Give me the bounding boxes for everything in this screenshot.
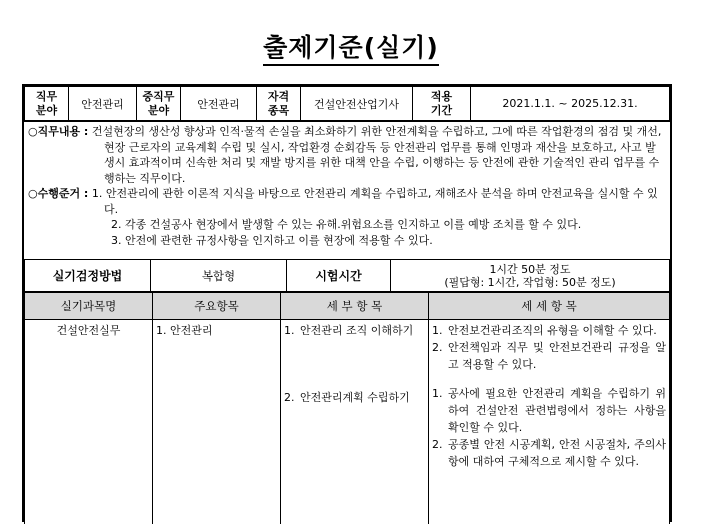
detail-items	[281, 320, 429, 524]
method-value: 복합형	[151, 260, 287, 292]
field-label: 직무 분야	[25, 87, 69, 121]
sub-detail-item: 1. 안전보건관리조직의 유형을 이해할 수 있다.	[432, 322, 666, 339]
sub-detail-items	[429, 320, 670, 524]
subfield-value: 안전관리	[181, 87, 257, 121]
page-title: 출제기준(실기)	[0, 28, 702, 64]
detail-item: 2. 안전관리계획 수립하기	[284, 389, 425, 406]
sub-detail-item: 1. 공사에 필요한 안전관리 계획을 수립하기 위하여 건설안전 관련법령에서 정하는 사항을 확인할 수 있다.	[432, 385, 666, 436]
standard-sheet	[22, 84, 672, 522]
header-main-item: 주요항목	[153, 293, 281, 320]
sub-detail-item: 2. 공종별 안전 시공계획, 안전 시공절차, 주의사항에 대하여 구체적으로 제시할 수 있다.	[432, 436, 666, 470]
cert-value: 건설안전산업기사	[301, 87, 413, 121]
duty-label: ○직무내용 :	[28, 125, 88, 138]
performance-item: 2. 각종 건설공사 현장에서 발생할 수 있는 유해.위험요소를 인지하고 이를 예방 조치를 할 수 있다.	[28, 217, 666, 233]
duty-description	[28, 124, 666, 186]
method-label: 실기검정방법	[25, 260, 151, 292]
info-table	[24, 86, 670, 121]
subjects-table	[24, 292, 670, 524]
duty-text: 건설현장의 생산성 향상과 인적·물적 손실을 최소화하기 위한 안전계획을 수립하고, 그에 따른 작업환경의 점검 및 개선, 현장 근로자의 교육계획 수립 및 실시, 작업환경 순회감독 등 안전관리 업무를 통해 인명과 재산을 보호하고, 사고 발생시 효과적이며 신속한 처리 및 재발 방지를 위한 대책 안을 수립, 이행하는 등 안전에 관한 기술적인 관리 업무를 수행하는 직무이다.	[92, 125, 662, 185]
period-value: 2021.1.1. ~ 2025.12.31.	[471, 87, 670, 121]
cert-label: 자격 종목	[257, 87, 301, 121]
time-label: 시험시간	[287, 260, 391, 292]
description-block	[24, 121, 670, 259]
method-table	[24, 259, 670, 292]
field-value: 안전관리	[69, 87, 137, 121]
time-value: 1시간 50분 정도 (필답형: 1시간, 작업형: 50분 정도)	[391, 260, 670, 292]
sub-detail-item: 2. 안전책임과 직무 및 안전보건관리 규정을 알고 적용할 수 있다.	[432, 339, 666, 373]
performance-label: ○수행준거 :	[28, 187, 88, 200]
main-item: 1. 안전관리	[153, 320, 281, 524]
performance-item: 1. 안전관리에 관한 이론적 지식을 바탕으로 안전관리 계획을 수립하고, 재해조사 분석을 하며 안전교육을 실시할 수 있다.	[92, 187, 658, 216]
header-sub-detail-item: 세 세 항 목	[429, 293, 670, 320]
header-subject: 실기과목명	[25, 293, 153, 320]
header-detail-item: 세 부 항 목	[281, 293, 429, 320]
subfield-label: 중직무 분야	[137, 87, 181, 121]
period-label: 적용 기간	[413, 87, 471, 121]
performance-criteria	[28, 186, 666, 248]
performance-item: 3. 안전에 관련한 규정사항을 인지하고 이를 현장에 적용할 수 있다.	[28, 233, 666, 249]
detail-item: 1. 안전관리 조직 이해하기	[284, 322, 425, 339]
subject-name: 건설안전실무	[25, 320, 153, 524]
